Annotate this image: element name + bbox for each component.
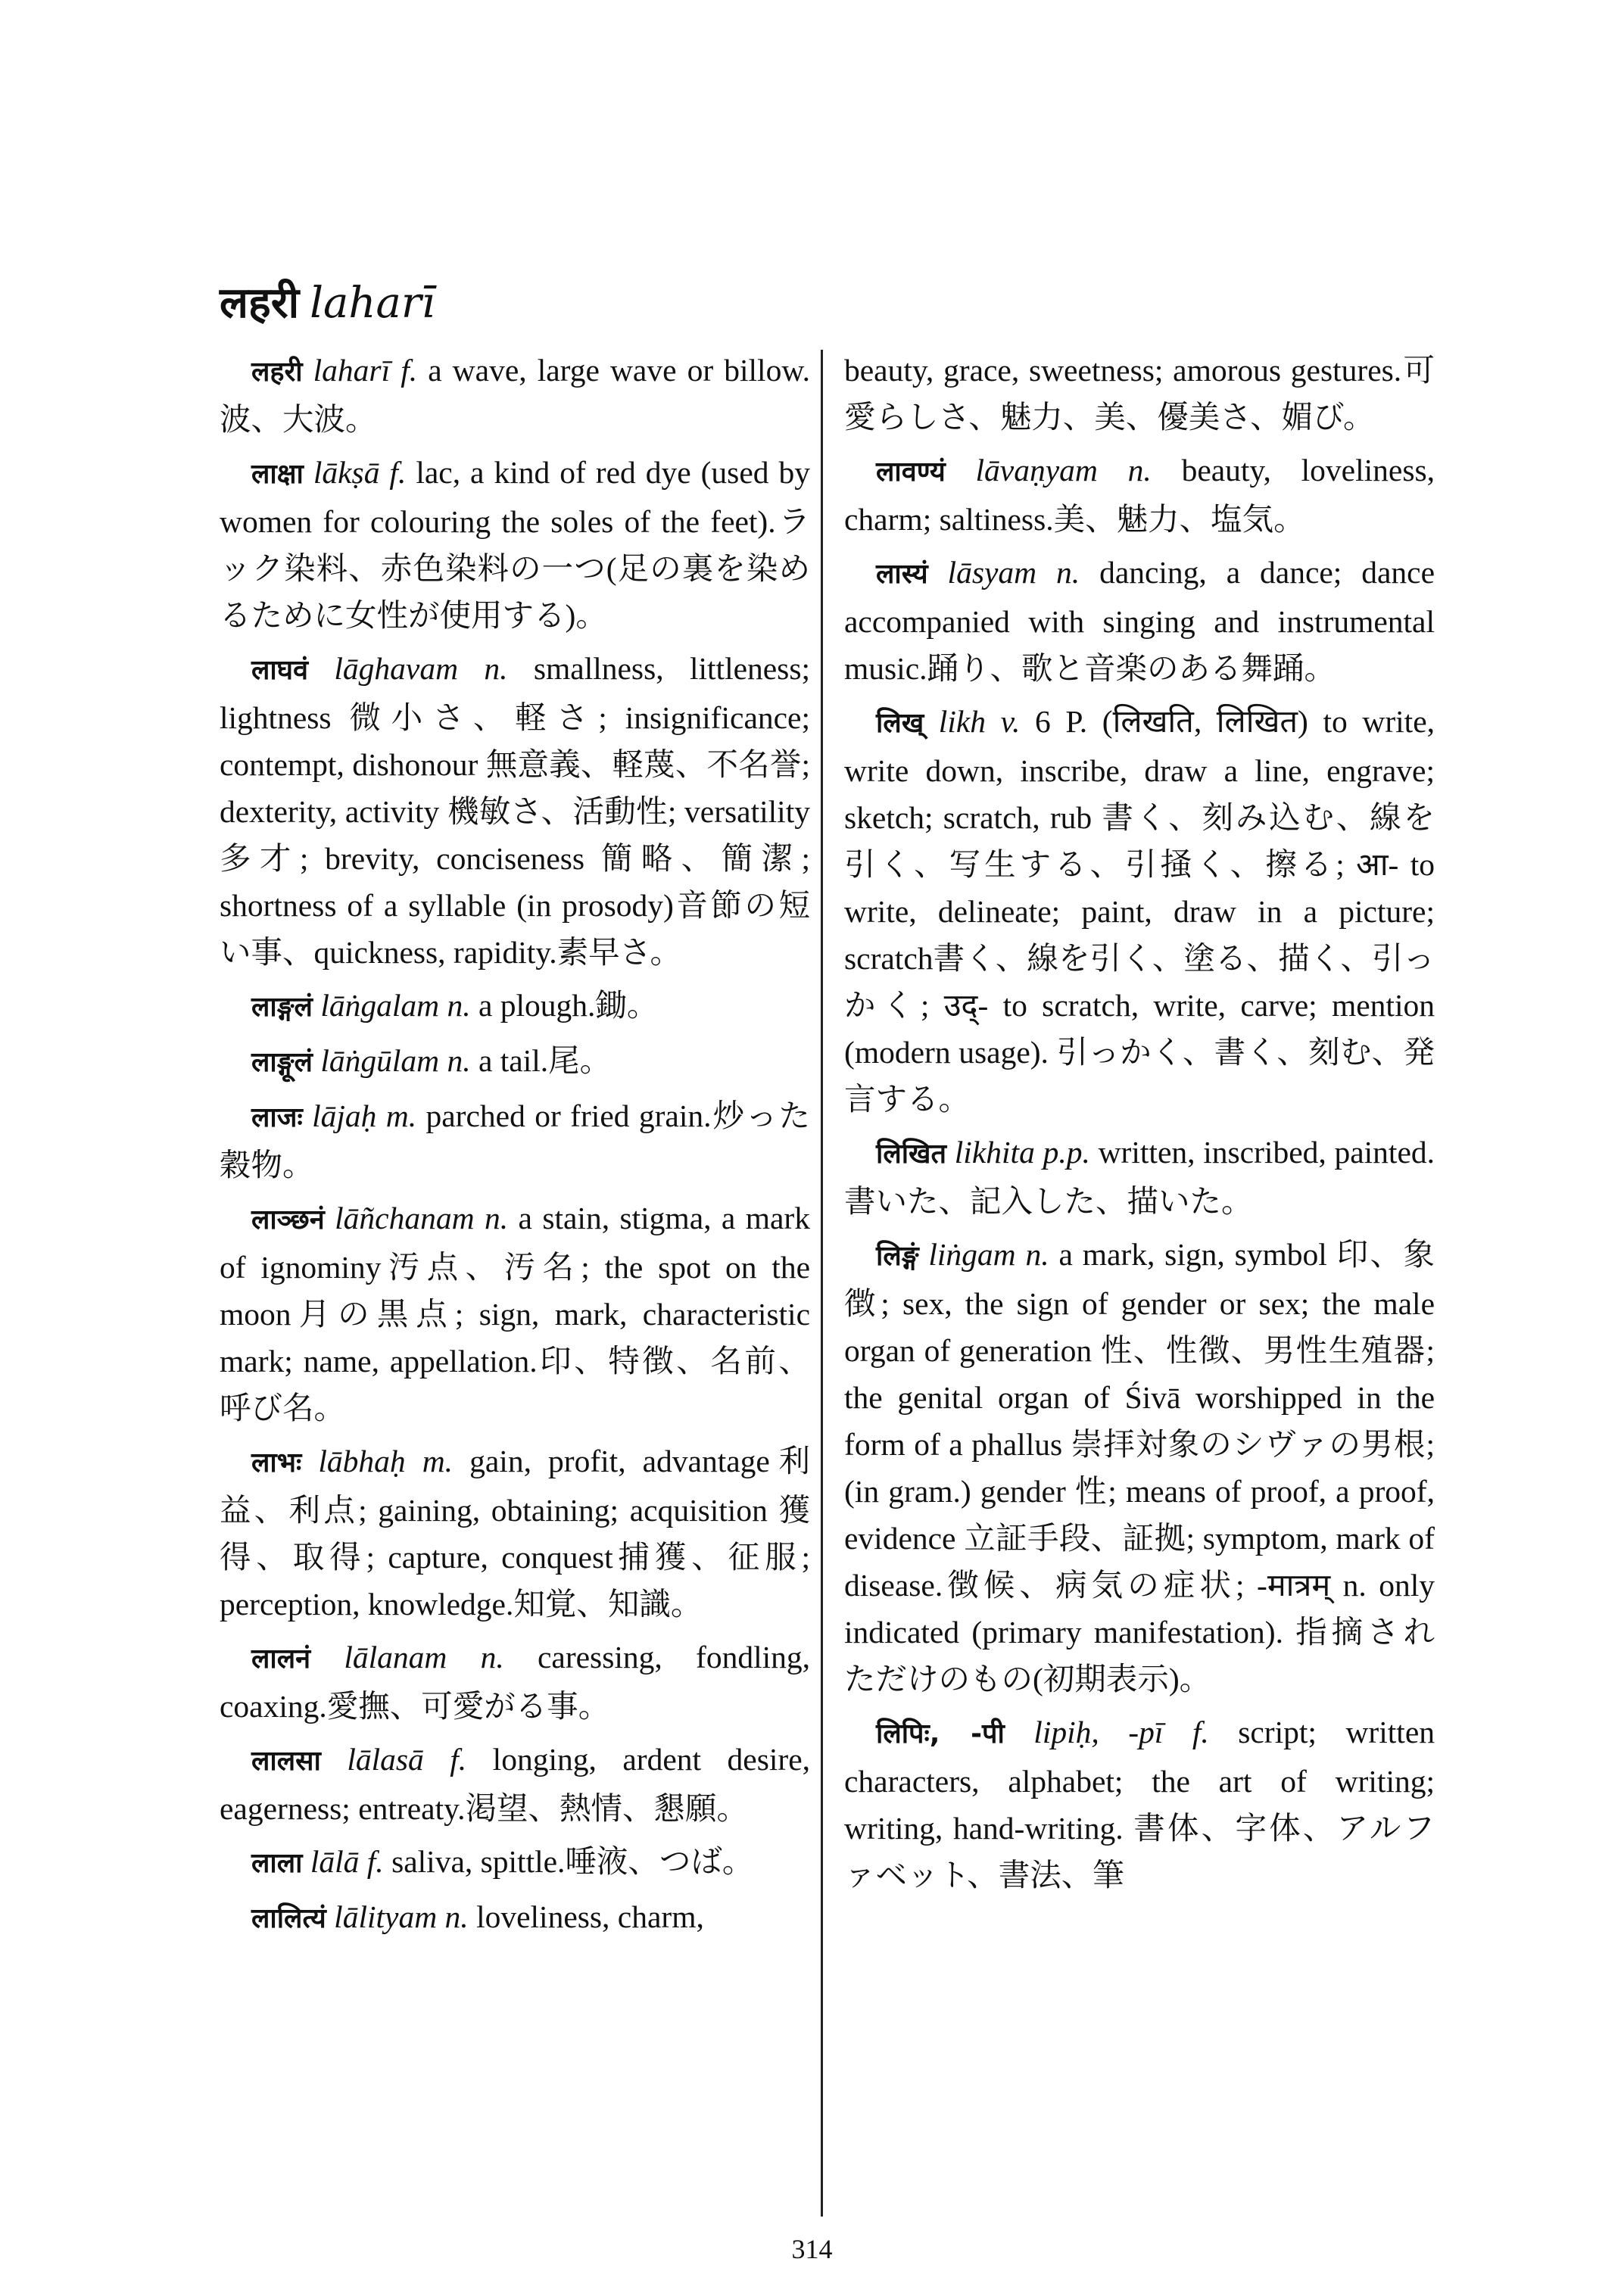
- entry-definition: smallness, littleness; lightness 微小さ、軽さ; insignificance; contempt, dishonour 無意義、軽蔑、不名誉; dexterity, activity 機敏さ、活動性; versatility 多才; brevity, conciseness 簡略、簡潔; shortness of a syllable (in prosody)音節の短い事、quickness, rapidity.素早さ。: [220, 651, 811, 970]
- entry-headword: लाङ्गलं: [251, 992, 313, 1023]
- dictionary-entry: [220, 1092, 810, 1189]
- entry-headword: लास्यं: [876, 559, 928, 590]
- entry-definition: written, inscribed, painted.書いた、記入した、描いた。: [844, 1135, 1435, 1219]
- dictionary-entry: [220, 1634, 810, 1730]
- entry-headword: लिपिः, -पी: [876, 1718, 1005, 1749]
- entry-transliteration: liṅgam n.: [928, 1237, 1049, 1272]
- entry-transliteration: lāsyam n.: [947, 555, 1080, 590]
- entry-headword: लिखित: [876, 1139, 947, 1170]
- entry-transliteration: lāṅgalam n.: [320, 988, 471, 1023]
- entry-headword: लाजः: [251, 1102, 303, 1133]
- entry-definition: a mark, sign, symbol 印、象徴; sex, the sign of gender or sex; the male organ of generation 性、性徴、男性生殖器; the genital organ of Śivā worshipped in the form of a phallus 崇拝対象のシヴァの男根; (in gram.) gender 性; means of proof, a proof, evidence 立証手段、証拠; symptom, mark of disease.徴候、病気の症状; -मात्रम् n. only indicated (primary manifestation). 指摘されただけのもの(初期表示)。: [844, 1237, 1435, 1696]
- entry-headword: लालित्यं: [251, 1903, 326, 1934]
- entry-definition: beauty, loveliness, charm; saltiness.美、魅力、塩気。: [844, 453, 1435, 537]
- entry-definition: dancing, a dance; dance accompanied with singing and instrumental music.踊り、歌と音楽のある舞踊。: [844, 555, 1435, 686]
- dictionary-entry: [844, 698, 1435, 1123]
- header-devanagari: लहरी: [220, 278, 300, 328]
- page-number: 314: [791, 2234, 833, 2264]
- entry-headword: लहरी: [251, 357, 303, 388]
- dictionary-entry: [844, 1709, 1435, 1899]
- entry-headword: लालनं: [251, 1643, 311, 1675]
- entry-transliteration: laharī f.: [313, 353, 418, 388]
- dictionary-entry: [220, 1736, 810, 1832]
- entry-definition: gain, profit, advantage利益、利点; gaining, obtaining; acquisition 獲得、取得; capture, conquest捕獲、征服; perception, knowledge.知覚、知識。: [220, 1444, 811, 1622]
- dictionary-entry: [220, 1037, 810, 1086]
- entry-transliteration: likhita p.p.: [954, 1135, 1090, 1170]
- entry-transliteration: lābhaḥ m.: [318, 1444, 454, 1478]
- dictionary-entry: [220, 1195, 810, 1432]
- entry-transliteration: lāghavam n.: [334, 651, 508, 686]
- right-column: [844, 347, 1435, 1905]
- left-column: [220, 347, 810, 1949]
- entry-transliteration: lālasā f.: [347, 1742, 467, 1777]
- dictionary-entry: [220, 645, 810, 976]
- entry-headword: लिङ्गं: [876, 1241, 919, 1272]
- dictionary-entry: [220, 1838, 810, 1887]
- entry-definition: lac, a kind of red dye (used by women for colouring the soles of the feet).ラック染料、赤色染料の一つ(足の裏を染めるために女性が使用する)。: [220, 455, 810, 633]
- header-roman: laharī: [310, 279, 435, 328]
- entry-definition: script; written characters, alphabet; the art of writing; writing, hand-writing. 書体、字体、アルファベット、書法、筆: [844, 1715, 1435, 1893]
- entry-headword: लाञ्छनं: [251, 1204, 325, 1235]
- entry-transliteration: lāṅgūlam n.: [320, 1043, 471, 1078]
- entry-transliteration: lipiḥ, -pī f.: [1033, 1715, 1209, 1749]
- entry-definition: saliva, spittle.唾液、つば。: [383, 1844, 754, 1879]
- dictionary-entry: [844, 549, 1435, 692]
- dictionary-entry: [220, 1893, 810, 1943]
- running-header: [220, 273, 435, 330]
- entry-transliteration: lāvaṇyam n.: [975, 453, 1152, 488]
- entry-definition: longing, ardent desire, eagerness; entreaty.渇望、熱情、懇願。: [220, 1742, 810, 1826]
- entry-definition: loveliness, charm,: [468, 1899, 704, 1934]
- entry-transliteration: lālityam n.: [334, 1899, 469, 1934]
- entry-definition: parched or fried grain.炒った穀物。: [220, 1098, 810, 1182]
- dictionary-entry: [220, 1438, 810, 1628]
- entry-definition: a stain, stigma, a mark of ignominy汚点、汚名; the spot on the moon月の黒点; sign, mark, characteristic mark; name, appellation.印、特徴、名前、呼び名。: [220, 1201, 811, 1425]
- dictionary-entry: [220, 982, 810, 1031]
- entry-definition: caressing, fondling, coaxing.愛撫、可愛がる事。: [220, 1640, 810, 1724]
- entry-transliteration: lāñchanam n.: [335, 1201, 509, 1235]
- entry-definition: beauty, grace, sweetness; amorous gestures.可愛らしさ、魅力、美、優美さ、媚び。: [844, 353, 1435, 435]
- entry-transliteration: lākṣā f.: [313, 455, 407, 490]
- dictionary-entry: [844, 347, 1435, 441]
- entry-transliteration: lālā f.: [310, 1844, 384, 1879]
- entry-headword: लाङ्गूलं: [251, 1047, 313, 1078]
- entry-headword: लाघवं: [251, 655, 309, 686]
- column-divider: [821, 350, 823, 2217]
- entry-headword: लाला: [251, 1848, 303, 1879]
- dictionary-entry: [844, 447, 1435, 543]
- dictionary-entry: [844, 1129, 1435, 1225]
- entry-transliteration: lālanam n.: [344, 1640, 504, 1675]
- entry-headword: लाभः: [251, 1447, 302, 1478]
- entry-headword: लाक्षा: [251, 459, 304, 490]
- entry-definition: a tail.尾。: [470, 1043, 612, 1078]
- dictionary-entry: [844, 1231, 1435, 1703]
- entry-definition: a plough.鋤。: [470, 988, 659, 1023]
- entry-transliteration: lājaḥ m.: [312, 1098, 417, 1133]
- entry-headword: लावण्यं: [876, 456, 946, 488]
- dictionary-entry: [220, 449, 810, 639]
- entry-transliteration: likh v.: [938, 704, 1021, 739]
- entry-definition: 6 P. (लिखति, लिखित) to write, write down, inscribe, draw a line, engrave; sketch; scratch, rub 書く、刻み込む、線を引く、写生する、引掻く、擦る; आ- to write, delineate; paint, draw in a picture; scratch書く、線を引く、塗る、描く、引っかく; उद्- to scratch, write, carve; mention (modern usage). 引っかく、書く、刻む、発言する。: [844, 704, 1435, 1117]
- dictionary-entry: [220, 347, 810, 443]
- entry-definition: a wave, large wave or billow.波、大波。: [220, 353, 810, 437]
- entry-headword: लिख्: [876, 708, 924, 739]
- entry-headword: लालसा: [251, 1746, 321, 1777]
